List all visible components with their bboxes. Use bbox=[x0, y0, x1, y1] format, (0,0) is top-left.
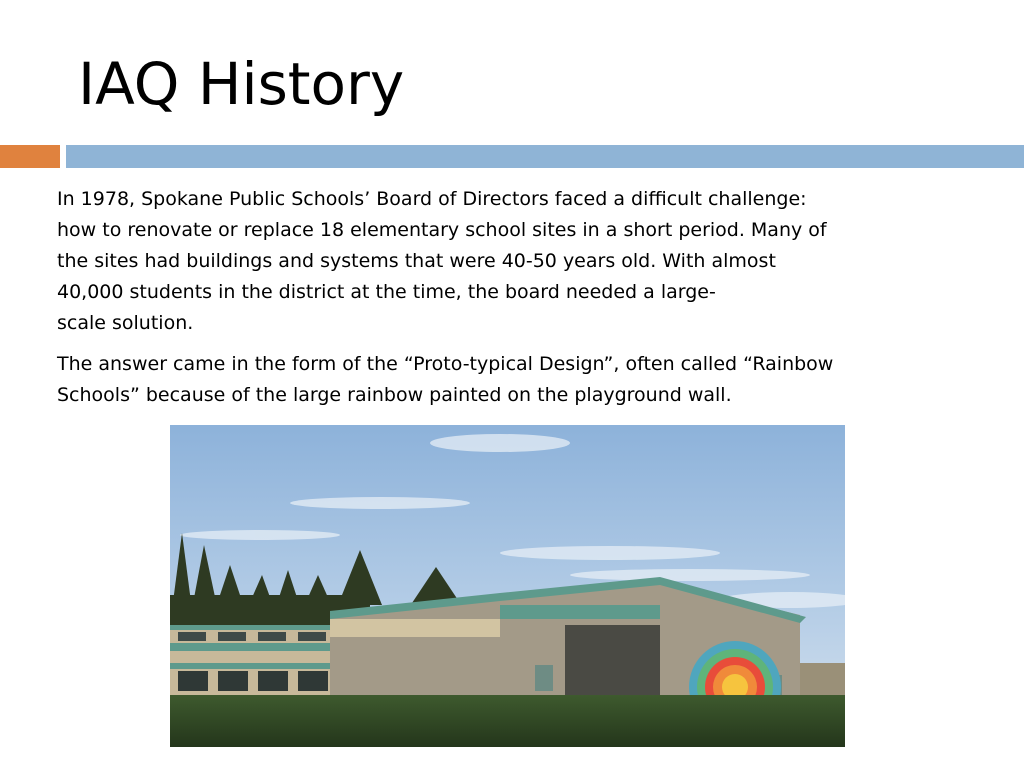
paragraph-1-line: 40,000 students in the district at the time, the board needed a large- bbox=[57, 281, 716, 303]
distant-building bbox=[800, 663, 845, 695]
paragraph-1-line: the sites had buildings and systems that were 40-50 years old. With almost bbox=[57, 250, 776, 272]
school-building-photo bbox=[170, 425, 845, 747]
slide-title: IAQ History bbox=[78, 50, 405, 118]
paragraph-2-line: The answer came in the form of the “Proto-typical Design”, often called “Rainbow bbox=[57, 353, 834, 375]
accent-bar-blue bbox=[66, 145, 1024, 168]
grass-field bbox=[170, 695, 845, 747]
paragraph-1 bbox=[57, 184, 997, 339]
paragraph-2-line: Schools” because of the large rainbow painted on the playground wall. bbox=[57, 384, 732, 406]
paragraph-1-line: scale solution. bbox=[57, 312, 194, 334]
accent-bar-orange bbox=[0, 145, 60, 168]
slide-body bbox=[57, 184, 997, 421]
paragraph-2 bbox=[57, 349, 997, 411]
paragraph-1-line: In 1978, Spokane Public Schools’ Board of Directors faced a difficult challenge: bbox=[57, 188, 807, 210]
left-wing bbox=[170, 625, 340, 695]
paragraph-1-line: how to renovate or replace 18 elementary school sites in a short period. Many of bbox=[57, 219, 827, 241]
